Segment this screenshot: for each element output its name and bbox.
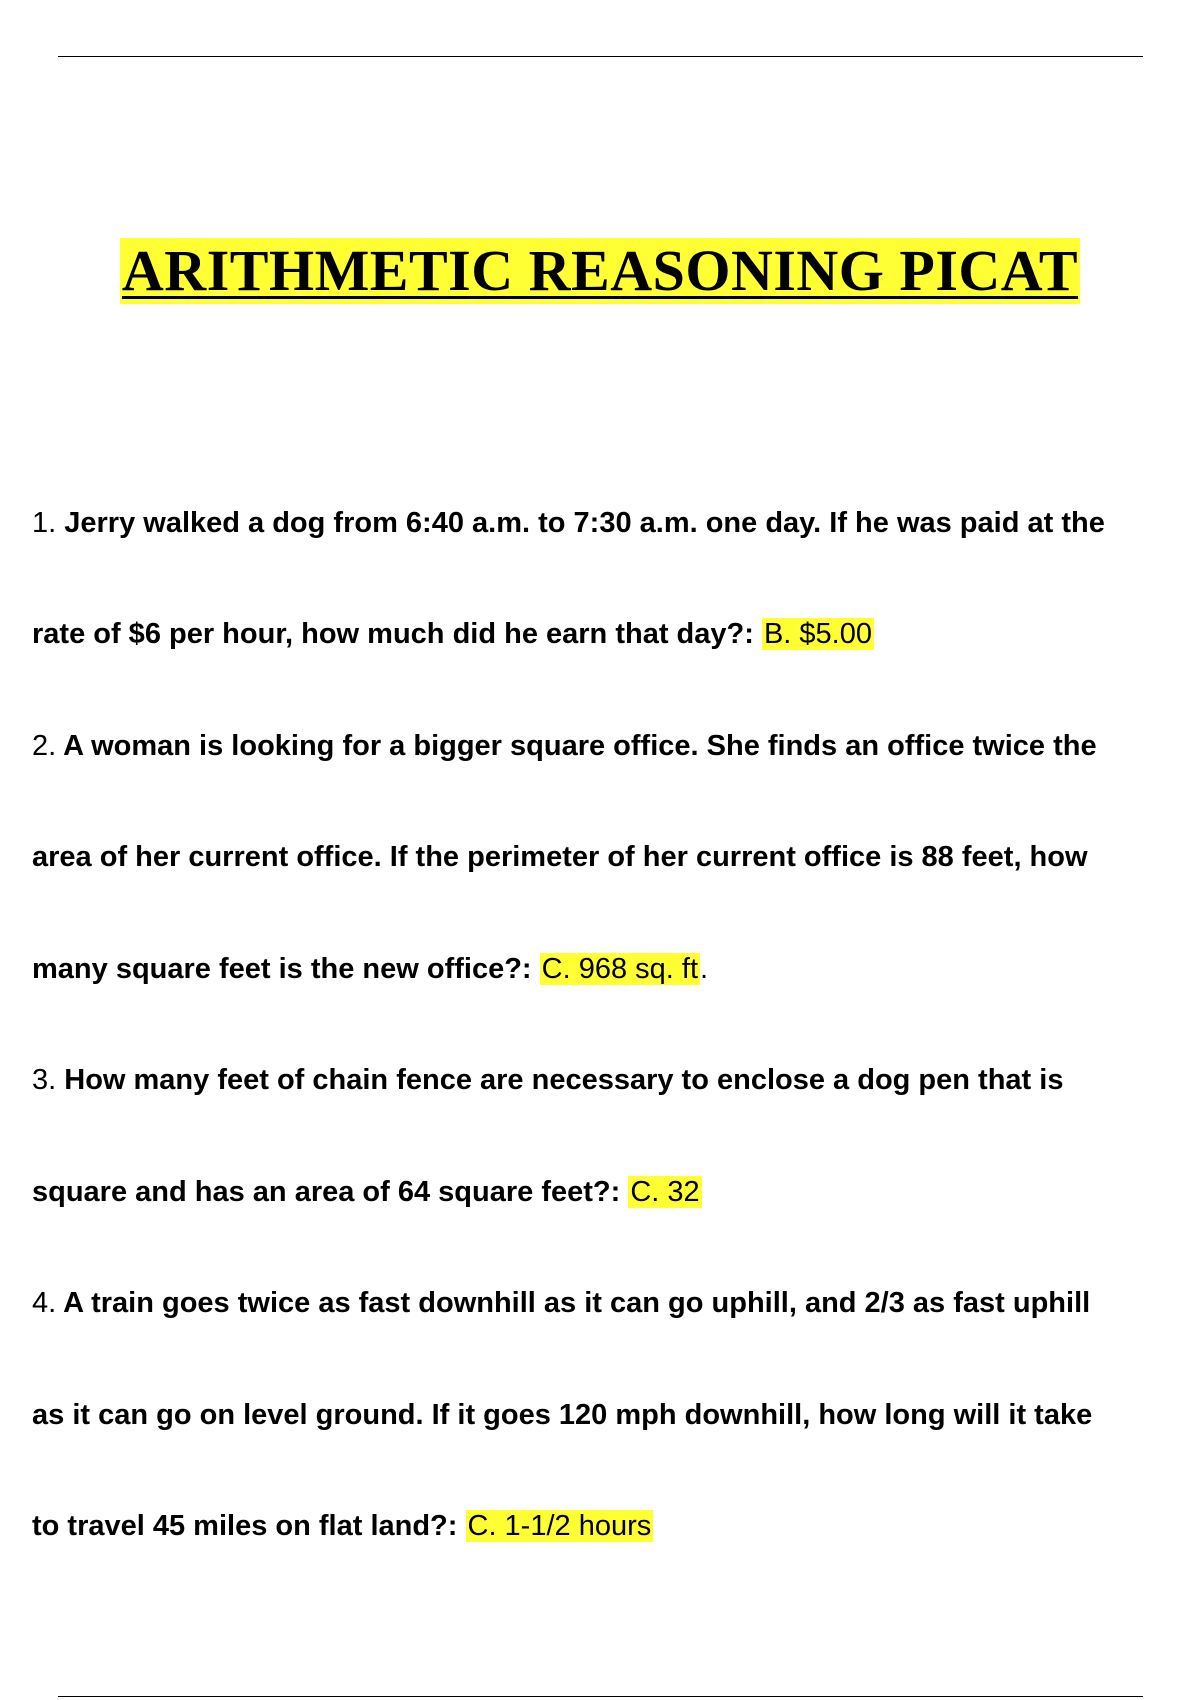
question-4-answer: C. 1-1/2 hours (467, 1510, 652, 1542)
question-4-number: 4. (32, 1287, 57, 1319)
question-1-number: 1. (32, 507, 57, 539)
question-2-line-3 (32, 949, 708, 989)
question-4-text: A train goes twice as fast downhill as it can go uphill, and 2/3 as fast uphill (63, 1287, 1091, 1319)
question-2-line-2 (32, 837, 1088, 877)
question-2-number: 2. (32, 730, 57, 762)
question-3-line-1 (32, 1060, 1063, 1100)
question-4-line-2 (32, 1395, 1092, 1435)
title-block (0, 238, 1200, 304)
top-rule (58, 56, 1143, 57)
question-1-line-1 (32, 503, 1105, 543)
question-2-text-3: many square feet is the new office?: (32, 953, 532, 985)
question-3-text: How many feet of chain fence are necessary to enclose a dog pen that is (64, 1064, 1064, 1096)
question-1-answer: B. $5.00 (763, 618, 872, 650)
question-2-text-2: area of her current office. If the perimeter of her current office is 88 feet, how (32, 841, 1088, 873)
question-2-text: A woman is looking for a bigger square office. She finds an office twice the (63, 730, 1097, 762)
question-4-text-2: as it can go on level ground. If it goes 120 mph downhill, how long will it take (32, 1399, 1093, 1431)
question-4-line-3 (32, 1506, 653, 1546)
question-4-line-1 (32, 1283, 1090, 1323)
question-3-number: 3. (32, 1064, 57, 1096)
question-1-line-2 (32, 614, 874, 654)
question-4-text-3: to travel 45 miles on flat land?: (32, 1510, 458, 1542)
question-1-text: Jerry walked a dog from 6:40 a.m. to 7:30 a.m. one day. If he was paid at the (64, 507, 1105, 539)
page-title: ARITHMETIC REASONING PICAT (121, 238, 1079, 303)
question-2-trailing: . (700, 953, 709, 985)
question-3-text-2: square and has an area of 64 square feet?: (32, 1176, 621, 1208)
question-2-answer: C. 968 sq. ft (541, 953, 698, 985)
question-1-text-2: rate of $6 per hour, how much did he earn that day?: (32, 618, 754, 650)
question-3-line-2 (32, 1172, 702, 1212)
question-3-answer: C. 32 (630, 1176, 700, 1208)
bottom-rule (58, 1696, 1143, 1697)
question-2-line-1 (32, 726, 1097, 766)
